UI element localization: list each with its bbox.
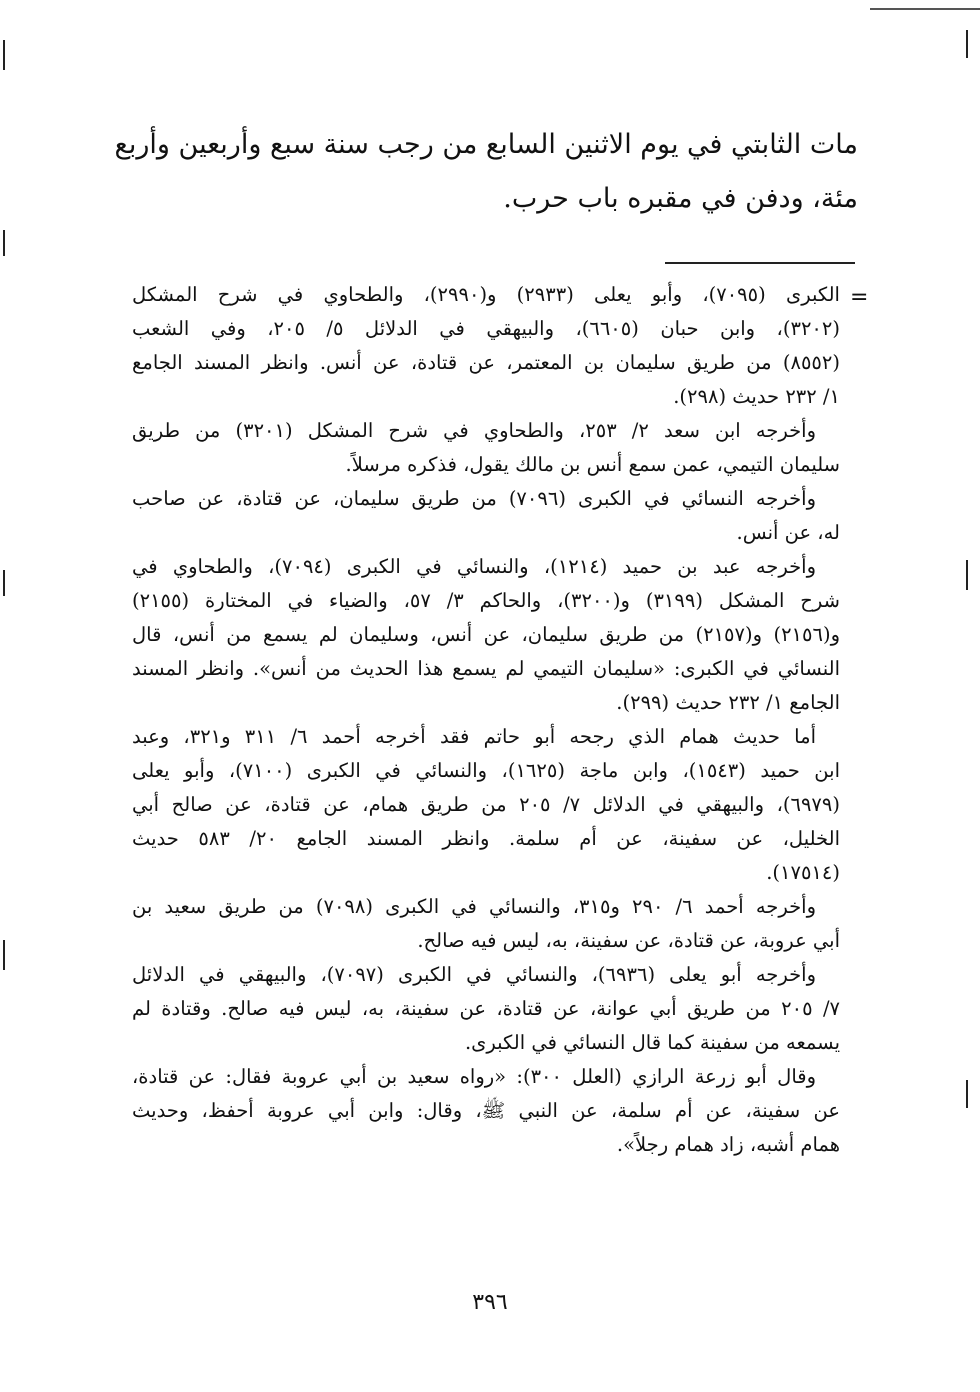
footnote-line: ٧/ ٢٠٥ من طريق أبي عوانة، عن قتادة، عن سفينة، به، ليس فيه صالح. وقتادة لم	[132, 997, 840, 1020]
footnote-line: همام أشبه، زاد همام رجلاً».	[616, 1133, 840, 1156]
footnote-line: أما حديث همام الذي رجحه أبو حاتم فقد أخرجه أحمد ٦/ ٣١١ و٣٢١، وعبد	[132, 725, 816, 748]
footnote-line: (٨٥٥٢) من طريق سليمان بن المعتمر، عن قتادة، عن أنس. وانظر المسند الجامع	[132, 351, 840, 374]
footnote-line: النسائي في الكبرى: «سليمان التيمي لم يسمع هذا الحديث من أنس». وانظر المسند	[132, 657, 840, 680]
footnote-line: له، عن أنس.	[736, 521, 840, 544]
footnote-line: ابن حميد (١٥٤٣)، وابن ماجة (١٦٢٥)، والنسائي في الكبرى (٧١٠٠)، وأبو يعلى	[132, 759, 840, 782]
scan-top-rule	[870, 8, 980, 10]
footnote-line: و(٢١٥٦) و(٢١٥٧) من طريق سليمان، عن أنس، وسليمان لم يسمع من أنس، قال	[132, 623, 840, 646]
scan-edge-mark	[966, 30, 968, 58]
scan-edge-mark	[3, 940, 5, 970]
footnote-line: الجامع ١/ ٢٣٢ حديث (٢٩٩).	[616, 691, 840, 714]
footnotes	[132, 278, 840, 1162]
footnote-line: وأخرجه عبد بن حميد (١٢١٤)، والنسائي في الكبرى (٧٠٩٤)، والطحاوي في	[132, 555, 816, 578]
scan-edge-mark	[966, 560, 968, 590]
footnote-line: وأخرجه أحمد ٦/ ٢٩٠ و٣١٥، والنسائي في الكبرى (٧٠٩٨) من طريق سعيد بن	[132, 895, 816, 918]
footnote-line: يسمعه من سفينة كما قال النسائي في الكبرى.	[464, 1031, 840, 1054]
scan-edge-mark	[966, 1080, 968, 1108]
main-text	[114, 118, 858, 226]
footnote-line: وقال أبو زرعة الرازي (العلل ٣٠٠): «رواه سعيد بن أبي عروبة فقال: عن قتادة،	[132, 1065, 816, 1088]
footnote-line: وأخرجه ابن سعد ٢/ ٢٥٣، والطحاوي في شرح المشكل (٣٢٠١) من طريق	[132, 419, 816, 442]
main-text-line: مئة، ودفن في مقبره باب حرب.	[503, 183, 858, 214]
footnote-line: سليمان التيمي، عمن سمع أنس بن مالك يقول، فذكره مرسلاً.	[345, 453, 840, 476]
main-text-line: مات الثابتي في يوم الاثنين السابع من رجب سنة سبع وأربعين وأربع	[114, 129, 858, 160]
footnote-line: الكبرى (٧٠٩٥)، وأبو يعلى (٢٩٣٣) و(٢٩٩٠)، والطحاوي في شرح المشكل	[132, 283, 840, 306]
footnote-line: عن سفينة، عن أم سلمة، عن النبي ﷺ، وقال: وابن أبي عروبة أحفظ، وحديث	[132, 1099, 840, 1122]
footnote-line: وأخرجه أبو يعلى (٦٩٣٦)، والنسائي في الكبرى (٧٠٩٧)، والبيهقي في الدلائل	[132, 963, 816, 986]
scan-edge-mark	[3, 230, 5, 256]
scan-edge-mark	[3, 40, 5, 70]
footnote-separator	[665, 262, 855, 264]
footnote-line: (١٧٥١٤).	[766, 861, 840, 884]
scan-edge-mark	[3, 570, 5, 596]
page-number: ٣٩٦	[472, 1290, 508, 1315]
footnote-line: الخليل، عن سفينة، عن أم سلمة. وانظر المسند الجامع ٢٠/ ٥٨٣ حديث	[132, 827, 840, 850]
footnote-line: ١/ ٢٣٢ حديث (٢٩٨).	[673, 385, 840, 408]
footnote-line: وأخرجه النسائي في الكبرى (٧٠٩٦) من طريق سليمان، عن قتادة، عن صاحب	[132, 487, 816, 510]
footnote-line: أبي عروبة، عن قتادة، عن سفينة، به، ليس فيه صالح.	[417, 929, 840, 952]
footnote-line: شرح المشكل (٣١٩٩) و(٣٢٠٠)، والحاكم ٣/ ٥٧، والضياء في المختارة (٢١٥٥)	[132, 589, 840, 612]
footnote-continuation-mark: =	[850, 285, 869, 310]
footnote-line: (٦٩٧٩)، والبيهقي في الدلائل ٧/ ٢٠٥ من طريق همام، عن قتادة، عن صالح أبي	[132, 793, 840, 816]
footnote-line: (٣٢٠٢)، وابن حبان (٦٦٠٥)، والبيهقي في الدلائل ٥/ ٢٠٥، وفي الشعب	[132, 317, 840, 340]
